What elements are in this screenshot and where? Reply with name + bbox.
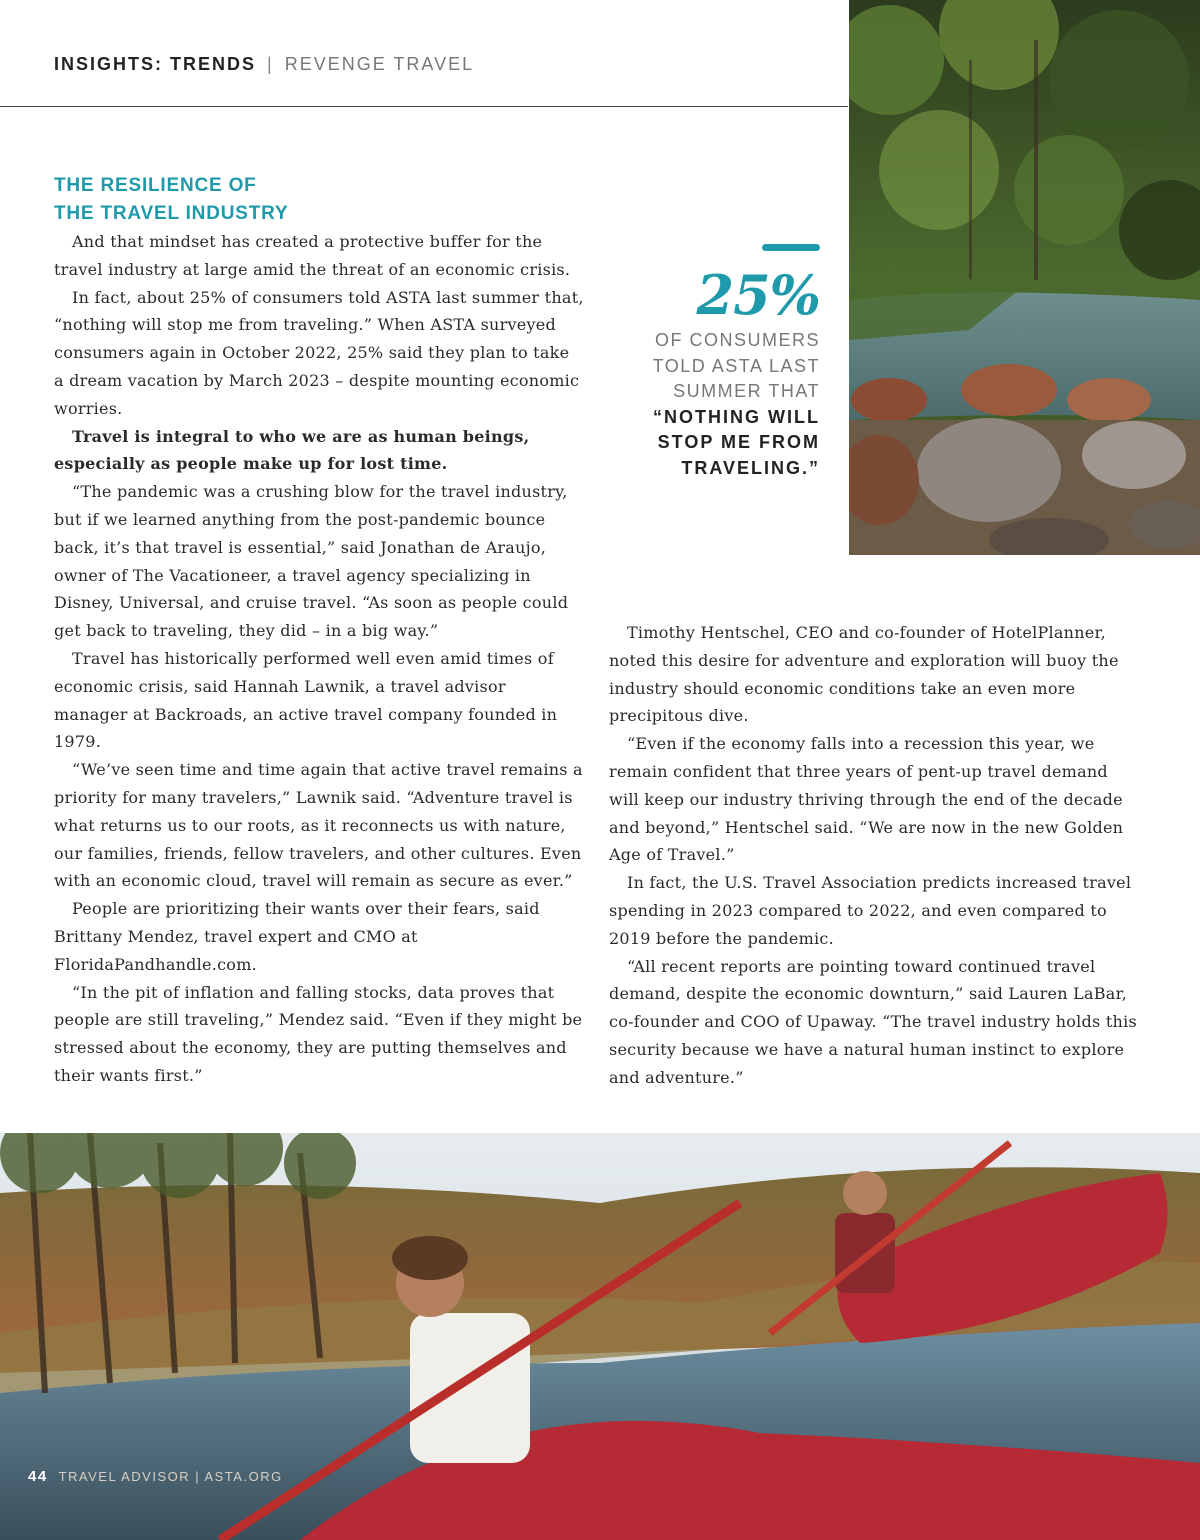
section-label: INSIGHTS: TRENDS bbox=[54, 54, 257, 74]
paragraph: “All recent reports are pointing toward continued travel demand, despite the economic downturn,” said Lauren LaBar, co-founder and COO of Upaway. “The travel industry holds this security because we have a natural human instinct to explore and adventure.” bbox=[609, 956, 1137, 1087]
header-separator: | bbox=[267, 54, 274, 74]
paragraph: “Even if the economy falls into a recession this year, we remain confident that three years of pent-up travel demand will keep our industry thriving through the end of the decade and beyond,” Hentschel said. “We are now in the new Golden Age of Travel.” bbox=[609, 734, 1124, 865]
running-head bbox=[54, 54, 474, 75]
section-heading bbox=[54, 172, 474, 228]
bold-paragraph: Travel is integral to who we are as human beings, especially as people make up for lost time. bbox=[54, 426, 530, 474]
left-column bbox=[54, 228, 584, 1090]
callout-line: OF CONSUMERS bbox=[654, 330, 820, 350]
callout-text bbox=[600, 328, 820, 481]
callout-line: SUMMER THAT bbox=[673, 381, 820, 401]
paragraph: In fact, about 25% of consumers told ASTA last summer that, “nothing will stop me from traveling.” When ASTA surveyed consumers again in October 2022, 25% said they plan to take a dream vacation by March 2023 – despite mounting economic worries. bbox=[54, 287, 584, 418]
page-number: 44 bbox=[28, 1468, 48, 1485]
stat-callout bbox=[600, 238, 820, 481]
paragraph: And that mindset has created a protective buffer for the travel industry at large amid the threat of an economic crisis. bbox=[54, 232, 571, 279]
publication-name: TRAVEL ADVISOR | ASTA.ORG bbox=[58, 1469, 283, 1484]
right-column bbox=[609, 619, 1139, 1092]
callout-quote-line: TRAVELING.” bbox=[681, 457, 820, 478]
callout-line: TOLD ASTA LAST bbox=[652, 355, 820, 376]
page-footer bbox=[28, 1468, 283, 1485]
section-heading-line: THE RESILIENCE OF bbox=[54, 175, 257, 196]
paragraph: Timothy Hentschel, CEO and co-founder of HotelPlanner, noted this desire for adventure and exploration will buoy the industry should economic conditions take an even more precipitous dive. bbox=[609, 623, 1119, 726]
paragraph: People are prioritizing their wants over their fears, said Brittany Mendez, travel expert and CMO at FloridaPandhandle.com. bbox=[54, 899, 540, 974]
forest-river-photo bbox=[849, 0, 1200, 555]
topic-label: REVENGE TRAVEL bbox=[284, 54, 475, 74]
callout-quote-line: STOP ME FROM bbox=[657, 432, 820, 452]
paragraph: In fact, the U.S. Travel Association predicts increased travel spending in 2023 compared to 2022, and even compared to 2019 before the pandemic. bbox=[609, 873, 1132, 948]
callout-quote-line: “NOTHING WILL bbox=[653, 406, 820, 427]
paragraph: “We’ve seen time and time again that active travel remains a priority for many travelers,” Lawnik said. “Adventure travel is what returns us to our roots, as it reconnects us with nature, our families, friends, fellow travelers, and other cultures. Even with an economic cloud, travel will remain as secure as ever.” bbox=[54, 760, 583, 891]
callout-stat: 25% bbox=[696, 263, 820, 327]
callout-rule bbox=[762, 244, 820, 251]
paragraph: “In the pit of inflation and falling stocks, data proves that people are still traveling,” Mendez said. “Even if they might be stressed about the economy, they are putting themselves and their wants first.” bbox=[54, 982, 583, 1085]
paragraph: “The pandemic was a crushing blow for the travel industry, but if we learned anything from the post-pandemic bounce back, it’s that travel is essential,” said Jonathan de Araujo, owner of The Vacationeer, a travel agency specializing in Disney, Universal, and cruise travel. “As soon as people could get back to traveling, they did – in a big way.” bbox=[54, 482, 569, 641]
section-heading-line: THE TRAVEL INDUSTRY bbox=[54, 203, 289, 224]
paragraph: Travel has historically performed well even amid times of economic crisis, said Hannah Lawnik, a travel advisor manager at Backroads, an active travel company founded in 1979. bbox=[54, 648, 558, 752]
page-header bbox=[0, 0, 848, 107]
